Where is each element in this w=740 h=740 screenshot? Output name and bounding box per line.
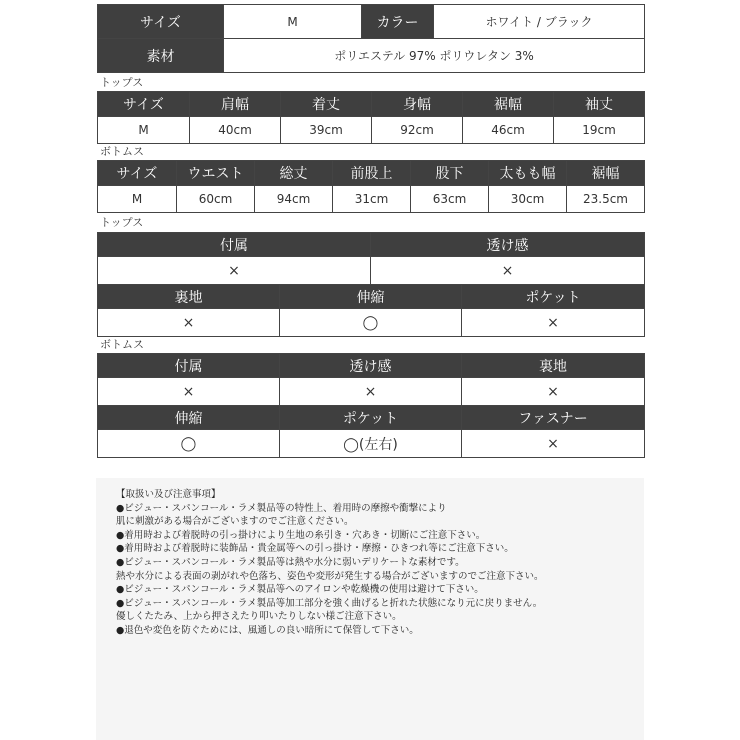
bottoms-size-header: サイズ (98, 161, 177, 186)
tops-attr-value: ◯ (280, 309, 462, 337)
care-note-line: ●着用時および着脱時に装飾品・貴金属等への引っ掛け・摩擦・ひきつれ等にご注意下さい。 (116, 543, 514, 555)
size-label: サイズ (98, 5, 224, 39)
tops-size-header: サイズ (98, 92, 190, 117)
bottoms-attr-value: × (462, 378, 645, 406)
bottoms-attr-table (97, 353, 645, 458)
tops-attr-header: 伸縮 (280, 285, 462, 309)
size-value: M (224, 5, 362, 39)
bottoms-attr-header: 裏地 (462, 354, 645, 378)
tops-attr-label: トップス (100, 216, 144, 229)
bottoms-size-cell: 23.5cm (567, 186, 645, 213)
care-note-line: ●ビジュー・スパンコール・ラメ製品等加工部分を強く曲げると折れた状態になり元に戻りません。 (116, 597, 543, 609)
bottoms-size-header: ウエスト (177, 161, 255, 186)
bottoms-attr-header: ファスナー (462, 406, 645, 430)
care-note-line: ●ビジュー・スパンコール・ラメ製品等の特性上、着用時の摩擦や衝撃により (116, 502, 447, 514)
care-notes (96, 478, 644, 740)
tops-attr-value: × (462, 309, 645, 337)
tops-size-header: 肩幅 (190, 92, 281, 117)
bottoms-size-cell: 94cm (255, 186, 333, 213)
bottoms-attr-header: 透け感 (280, 354, 462, 378)
tops-size-table (97, 91, 645, 144)
care-note-line: ●着用時および着脱時の引っ掛けにより生地の糸引き・穴あき・切断にご注意下さい。 (116, 529, 486, 541)
tops-size-cell: 19cm (554, 117, 645, 144)
color-value: ホワイト / ブラック (434, 5, 645, 39)
tops-attr-value: × (371, 257, 645, 285)
spec-table (97, 4, 645, 73)
tops-size-header: 身幅 (372, 92, 463, 117)
bottoms-size-header: 総丈 (255, 161, 333, 186)
bottoms-attr-header: 付属 (98, 354, 280, 378)
bottoms-size-cell: 31cm (333, 186, 411, 213)
tops-attr-header: 付属 (98, 233, 371, 257)
tops-size-cell: 39cm (281, 117, 372, 144)
bottoms-attr-value: × (280, 378, 462, 406)
material-value: ポリエステル 97% ポリウレタン 3% (224, 39, 645, 73)
material-label: 素材 (98, 39, 224, 73)
bottoms-size-header: 太もも幅 (489, 161, 567, 186)
care-note-line: 熱や水分による表面の剥がれや色落ち、姿色や変形が発生する場合がございますのでご注意下さい。 (116, 570, 544, 582)
care-note-line: 優しくたたみ、上から押さえたり叩いたりしない様ご注意下さい。 (116, 611, 402, 623)
tops-attr-header: 透け感 (371, 233, 645, 257)
bottoms-attr-header: 伸縮 (98, 406, 280, 430)
bottoms-attr-value: × (98, 378, 280, 406)
bottoms-size-cell: 63cm (411, 186, 489, 213)
tops-attr-value: × (98, 257, 371, 285)
tops-size-cell: 46cm (463, 117, 554, 144)
tops-size-cell: 40cm (190, 117, 281, 144)
bottoms-attr-label: ボトムス (100, 338, 144, 351)
tops-size-cell: M (98, 117, 190, 144)
bottoms-size-cell: 60cm (177, 186, 255, 213)
care-note-line: 肌に刺激がある場合がございますのでご注意ください。 (116, 516, 354, 528)
tops-size-header: 着丈 (281, 92, 372, 117)
care-note-line: ●退色や変色を防ぐためには、風通しの良い暗所にて保管して下さい。 (116, 624, 419, 636)
bottoms-size-cell: M (98, 186, 177, 213)
bottoms-size-header: 裾幅 (567, 161, 645, 186)
bottoms-size-cell: 30cm (489, 186, 567, 213)
tops-attr-value: × (98, 309, 280, 337)
color-label: カラー (362, 5, 434, 39)
tops-size-cell: 92cm (372, 117, 463, 144)
bottoms-attr-value: ◯(左右) (280, 430, 462, 458)
bottoms-size-table (97, 160, 645, 213)
tops-size-header: 袖丈 (554, 92, 645, 117)
tops-size-header: 裾幅 (463, 92, 554, 117)
bottoms-attr-value: × (462, 430, 645, 458)
tops-attr-header: 裏地 (98, 285, 280, 309)
care-note-line: ●ビジュー・スパンコール・ラメ製品等へのアイロンや乾燥機の使用は避けて下さい。 (116, 584, 484, 596)
bottoms-attr-header: ポケット (280, 406, 462, 430)
bottoms-attr-value: ◯ (98, 430, 280, 458)
tops-attr-header: ポケット (462, 285, 645, 309)
tops-size-label: トップス (100, 76, 144, 89)
bottoms-size-header: 股下 (411, 161, 489, 186)
bottoms-size-label: ボトムス (100, 145, 144, 158)
care-notes-title: 【取扱い及び注意事項】 (116, 489, 221, 500)
tops-attr-table (97, 232, 645, 337)
care-note-line: ●ビジュー・スパンコール・ラメ製品等は熱や水分に弱いデリケートな素材です。 (116, 556, 465, 568)
bottoms-size-header: 前股上 (333, 161, 411, 186)
